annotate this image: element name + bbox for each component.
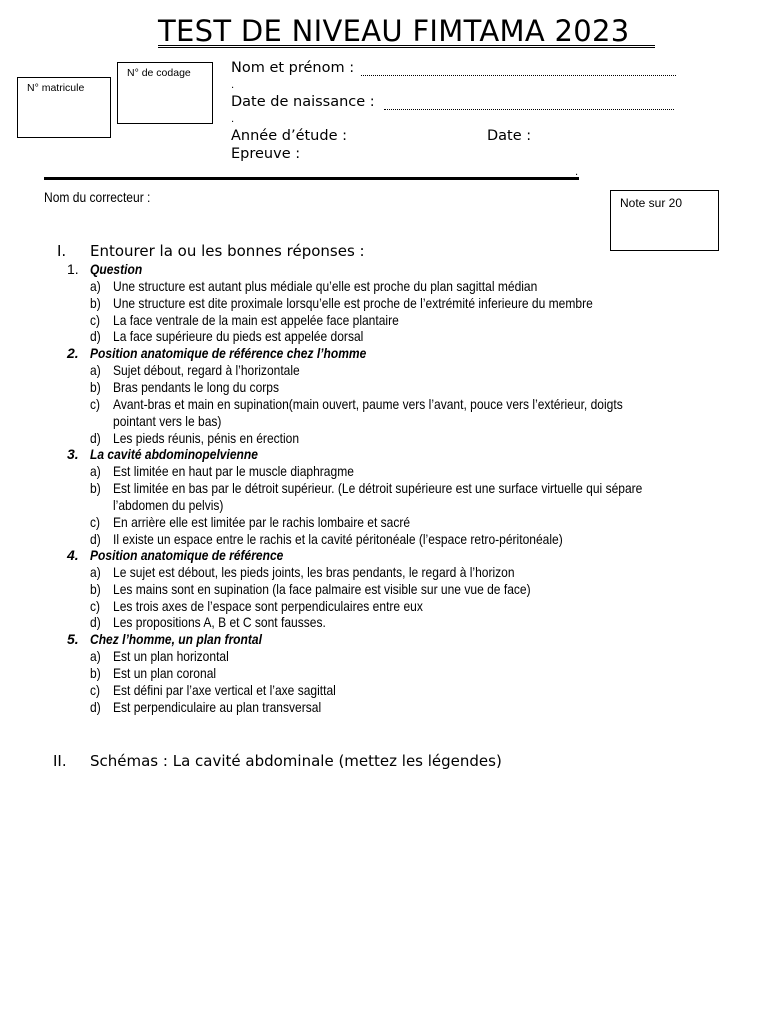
option-letter: b): [90, 581, 101, 597]
option-letter: c): [90, 682, 101, 698]
section1-numeral: I.: [57, 242, 67, 260]
naissance-dotted-line[interactable]: [384, 109, 674, 110]
nom-dotted-line[interactable]: [361, 75, 676, 76]
note-label: Note sur 20: [620, 196, 683, 210]
option-text[interactable]: Il existe un espace entre le rachis et la cavité péritonéale (l’espace retro-péritonéale): [113, 531, 563, 547]
option-letter: a): [90, 278, 101, 294]
option-text[interactable]: Bras pendants le long du corps: [113, 379, 279, 395]
question-number: 5.: [67, 631, 79, 647]
option-text[interactable]: Les propositions A, B et C sont fausses.: [113, 614, 326, 630]
naissance-dot: .: [231, 114, 235, 125]
question-number: 1.: [67, 261, 79, 277]
question-number: 2.: [67, 345, 79, 361]
option-letter: b): [90, 665, 101, 681]
section1-heading: Entourer la ou les bonnes réponses :: [90, 242, 365, 260]
option-text[interactable]: Est limitée en bas par le détroit supérieur. (Le détroit supérieure est une surface virtuelle qui sépare: [113, 480, 643, 496]
question-title: La cavité abdominopelvienne: [90, 446, 258, 462]
nom-dot: .: [231, 80, 235, 91]
epreuve-label: Epreuve :: [231, 146, 301, 162]
nom-label: Nom et prénom :: [231, 60, 355, 76]
question-title: Question: [90, 261, 143, 277]
option-letter: a): [90, 648, 101, 664]
option-letter: c): [90, 396, 101, 412]
option-text[interactable]: Avant-bras et main en supination(main ouvert, paume vers l’avant, pouce vers l’extérieur, doigts: [113, 396, 623, 412]
option-text[interactable]: Est défini par l’axe vertical et l’axe sagittal: [113, 682, 336, 698]
title-underline: [158, 45, 655, 48]
option-letter: a): [90, 564, 101, 580]
option-letter: c): [90, 598, 101, 614]
naissance-label: Date de naissance :: [231, 94, 375, 110]
divider-dot: .: [575, 167, 579, 178]
question-title: Chez l’homme, un plan frontal: [90, 631, 262, 647]
option-letter: a): [90, 463, 101, 479]
option-text[interactable]: Est un plan coronal: [113, 665, 217, 681]
option-text-continued[interactable]: pointant vers le bas): [113, 413, 222, 429]
note-box[interactable]: [610, 190, 719, 251]
option-letter: b): [90, 379, 101, 395]
annee-label: Année d’étude :: [231, 128, 347, 144]
date-label: Date :: [487, 128, 532, 144]
section2-heading: Schémas : La cavité abdominale (mettez les légendes): [90, 752, 502, 770]
option-text[interactable]: Une structure est autant plus médiale qu’elle est proche du plan sagittal médian: [113, 278, 538, 294]
option-text[interactable]: Les trois axes de l’espace sont perpendiculaires entre eux: [113, 598, 423, 614]
option-letter: a): [90, 362, 101, 378]
option-text[interactable]: Les pieds réunis, pénis en érection: [113, 430, 300, 446]
codage-box[interactable]: [117, 62, 213, 124]
correcteur-label: Nom du correcteur :: [44, 189, 151, 205]
option-text-continued[interactable]: l’abdomen du pelvis): [113, 497, 224, 513]
option-text[interactable]: Est perpendiculaire au plan transversal: [113, 699, 322, 715]
option-letter: b): [90, 295, 101, 311]
option-text[interactable]: Les mains sont en supination (la face palmaire est visible sur une vue de face): [113, 581, 531, 597]
option-letter: d): [90, 430, 101, 446]
question-number: 4.: [67, 547, 79, 563]
option-text[interactable]: Est limitée en haut par le muscle diaphragme: [113, 463, 354, 479]
option-letter: d): [90, 328, 101, 344]
option-letter: c): [90, 514, 101, 530]
option-text[interactable]: Sujet débout, regard à l’horizontale: [113, 362, 300, 378]
section2-numeral: II.: [53, 752, 67, 770]
option-text[interactable]: La face ventrale de la main est appelée face plantaire: [113, 312, 399, 328]
option-text[interactable]: Une structure est dite proximale lorsqu’elle est proche de l’extrémité inferieure du membre: [113, 295, 593, 311]
option-letter: d): [90, 531, 101, 547]
option-text[interactable]: En arrière elle est limitée par le rachis lombaire et sacré: [113, 514, 411, 530]
option-letter: b): [90, 480, 101, 496]
option-text[interactable]: La face supérieure du pieds est appelée dorsal: [113, 328, 364, 344]
option-text[interactable]: Est un plan horizontal: [113, 648, 229, 664]
question-title: Position anatomique de référence: [90, 547, 284, 563]
codage-label: N° de codage: [127, 67, 191, 79]
question-number: 3.: [67, 446, 79, 462]
option-letter: c): [90, 312, 101, 328]
option-text[interactable]: Le sujet est débout, les pieds joints, les bras pendants, le regard à l’horizon: [113, 564, 515, 580]
option-letter: d): [90, 699, 101, 715]
question-title: Position anatomique de référence chez l’homme: [90, 345, 367, 361]
option-letter: d): [90, 614, 101, 630]
matricule-label: N° matricule: [27, 82, 85, 94]
matricule-box[interactable]: [17, 77, 111, 138]
header-divider: [44, 177, 579, 180]
page-title: TEST DE NIVEAU FIMTAMA 2023: [158, 14, 630, 48]
